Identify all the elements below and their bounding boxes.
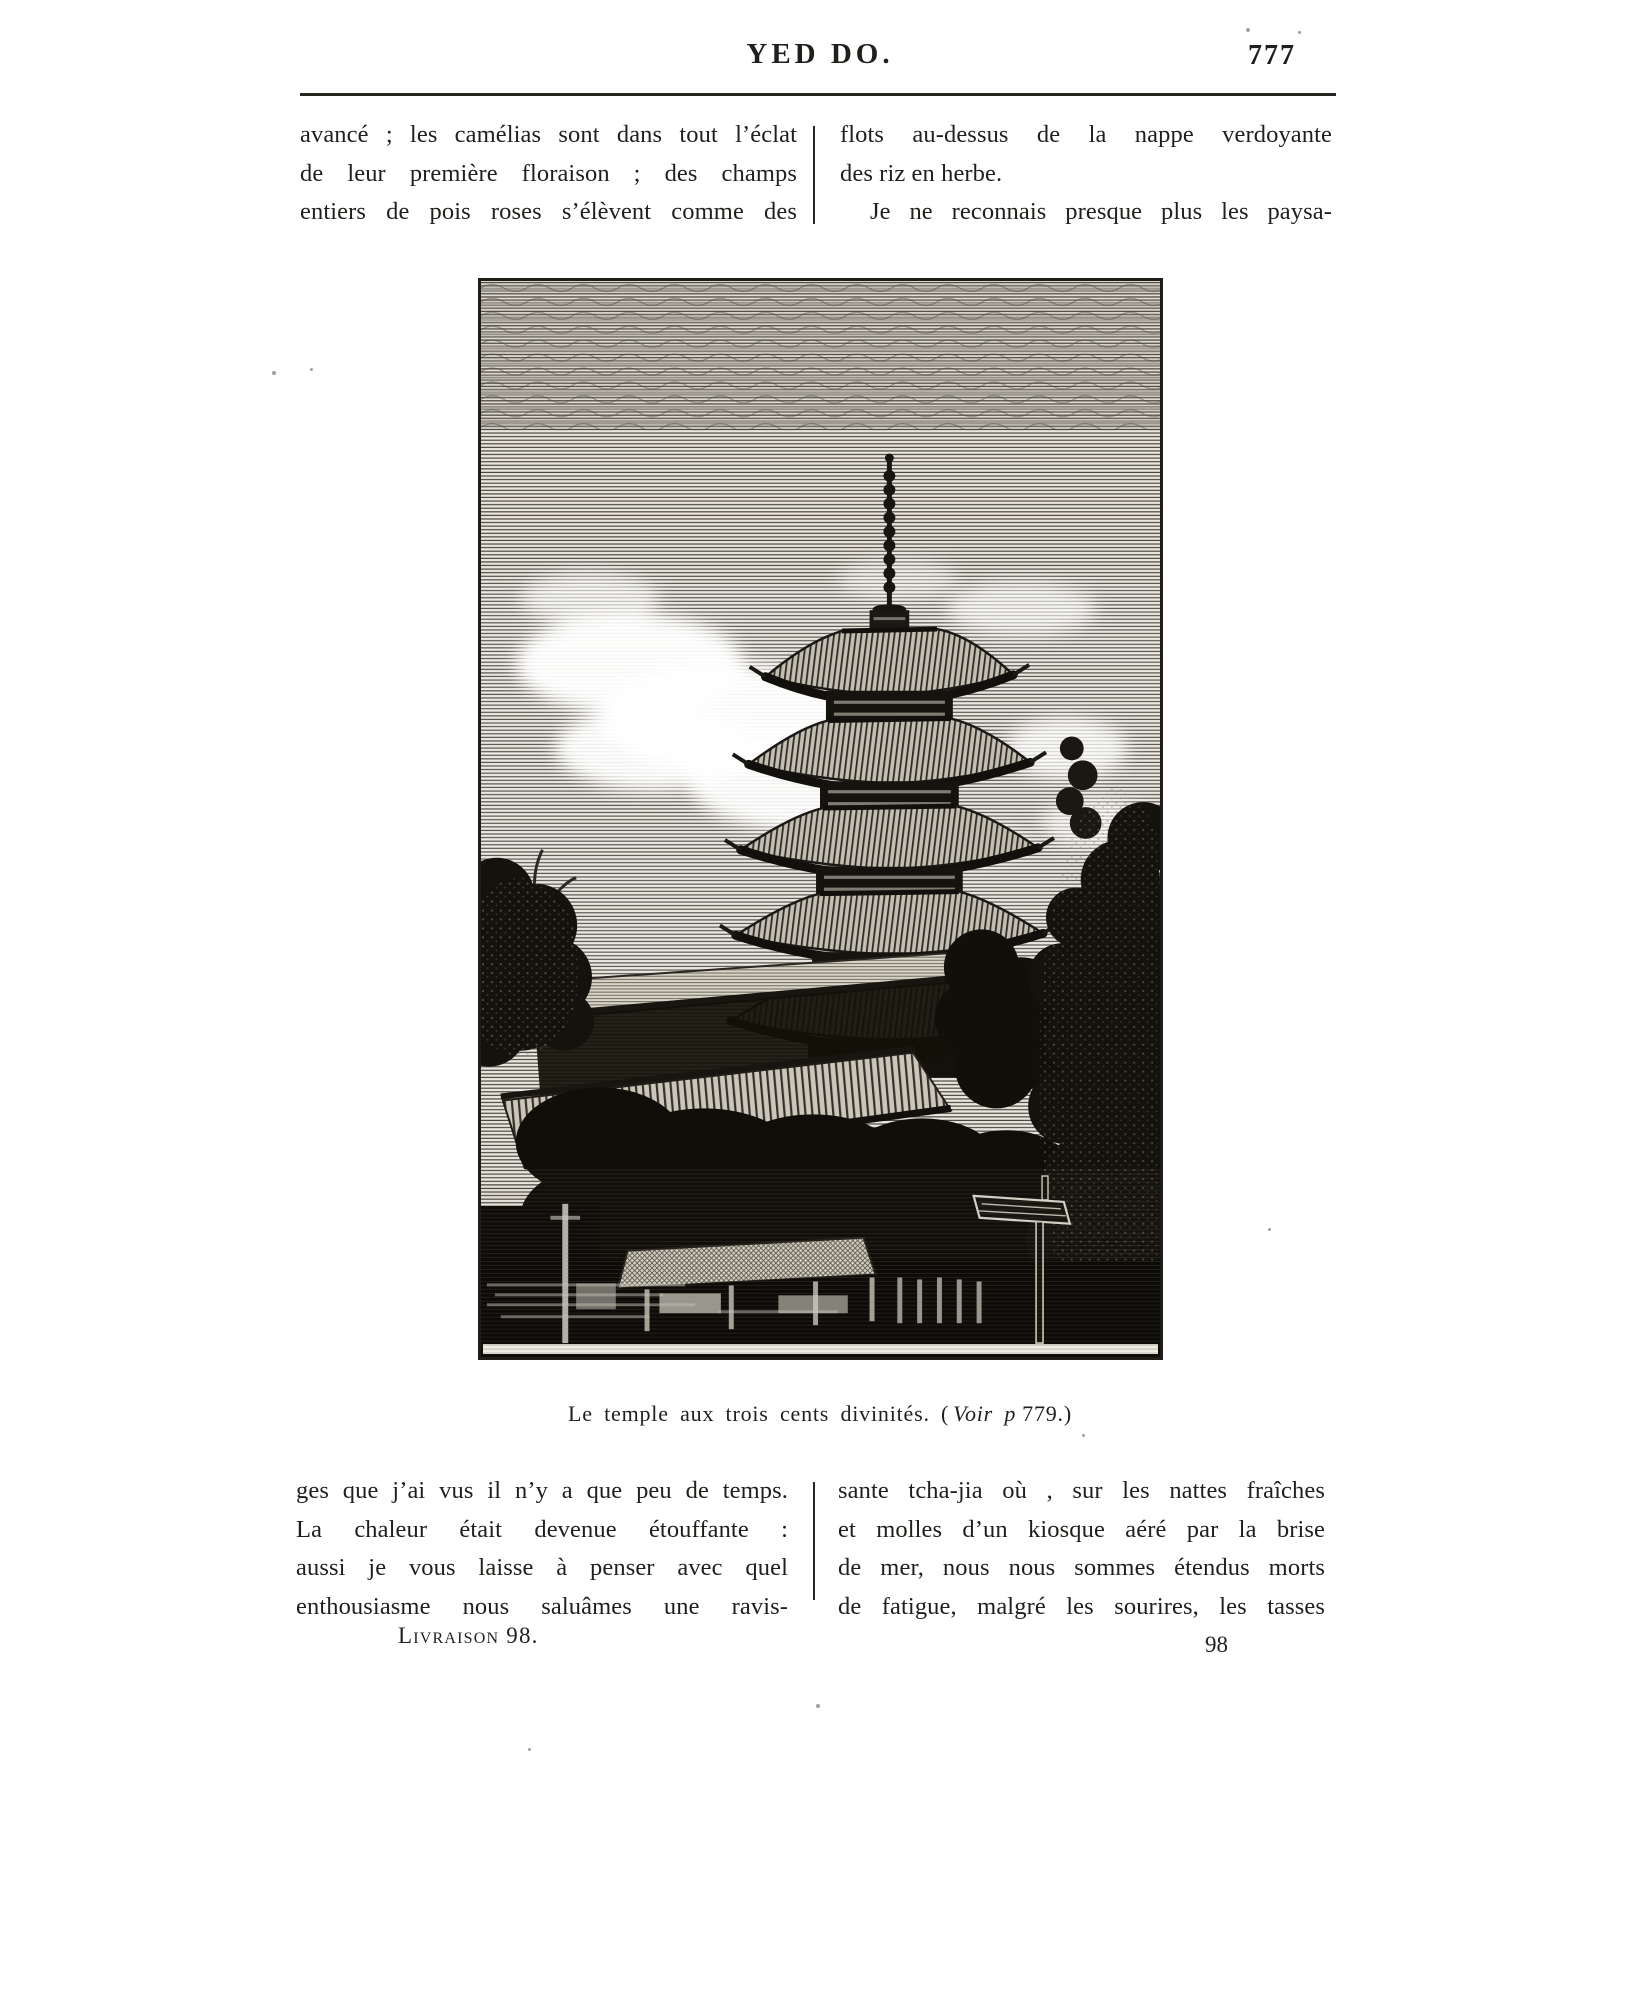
top-right-column xyxy=(840,116,1332,232)
text-line: de fatigue, malgré les sourires, les tasses xyxy=(838,1592,1325,1620)
bottom-left-column xyxy=(296,1472,788,1626)
scan-speck xyxy=(1082,1434,1085,1437)
text-line: ges que j’ai vus il n’y a que peu de temps. xyxy=(296,1477,788,1504)
bottom-right-column xyxy=(838,1472,1325,1626)
scan-speck xyxy=(310,368,313,371)
imprint-livraison: Livraison 98. xyxy=(398,1623,539,1648)
pagoda-engraving-svg xyxy=(481,281,1160,1357)
caption-italic: Voir p xyxy=(953,1401,1017,1426)
text-line: enthousiasme nous saluâmes une ravis- xyxy=(296,1592,788,1620)
signature-number: 98 xyxy=(1205,1632,1228,1657)
illustration-caption xyxy=(300,1401,1340,1427)
text-line: des riz en herbe. xyxy=(840,159,1003,187)
column-divider xyxy=(813,1482,815,1600)
text-line: aussi je vous laisse à penser avec quel xyxy=(296,1554,788,1581)
scan-speck xyxy=(1246,28,1250,32)
header-rule xyxy=(300,93,1336,96)
pagoda-engraving xyxy=(478,278,1163,1360)
text-line: de mer, nous nous sommes étendus morts xyxy=(838,1554,1325,1581)
text-line: La chaleur était devenue étouffante : xyxy=(296,1515,788,1543)
scan-speck xyxy=(1298,31,1301,34)
text-line: Je ne reconnais presque plus les paysa- xyxy=(870,198,1332,225)
page-number: 777 xyxy=(1248,40,1296,71)
page-title: YED DO. xyxy=(746,38,894,70)
text-line: sante tcha-jia où , sur les nattes fraîches xyxy=(838,1477,1325,1504)
text-line: avancé ; les camélias sont dans tout l’éclat xyxy=(300,121,797,148)
caption-text: Le temple aux trois cents divinités. ( xyxy=(568,1401,950,1426)
caption-end: 779.) xyxy=(1022,1401,1072,1426)
column-divider xyxy=(813,126,815,224)
scan-speck xyxy=(528,1748,531,1751)
scan-speck xyxy=(272,371,276,375)
top-left-column xyxy=(300,116,797,232)
text-line: flots au-dessus de la nappe verdoyante xyxy=(840,121,1332,148)
text-line: et molles d’un kiosque aéré par la brise xyxy=(838,1515,1325,1543)
scan-speck xyxy=(816,1704,820,1708)
scan-speck xyxy=(1268,1228,1271,1231)
text-line: entiers de pois roses s’élèvent comme des xyxy=(300,198,797,225)
text-line: de leur première floraison ; des champs xyxy=(300,159,797,187)
